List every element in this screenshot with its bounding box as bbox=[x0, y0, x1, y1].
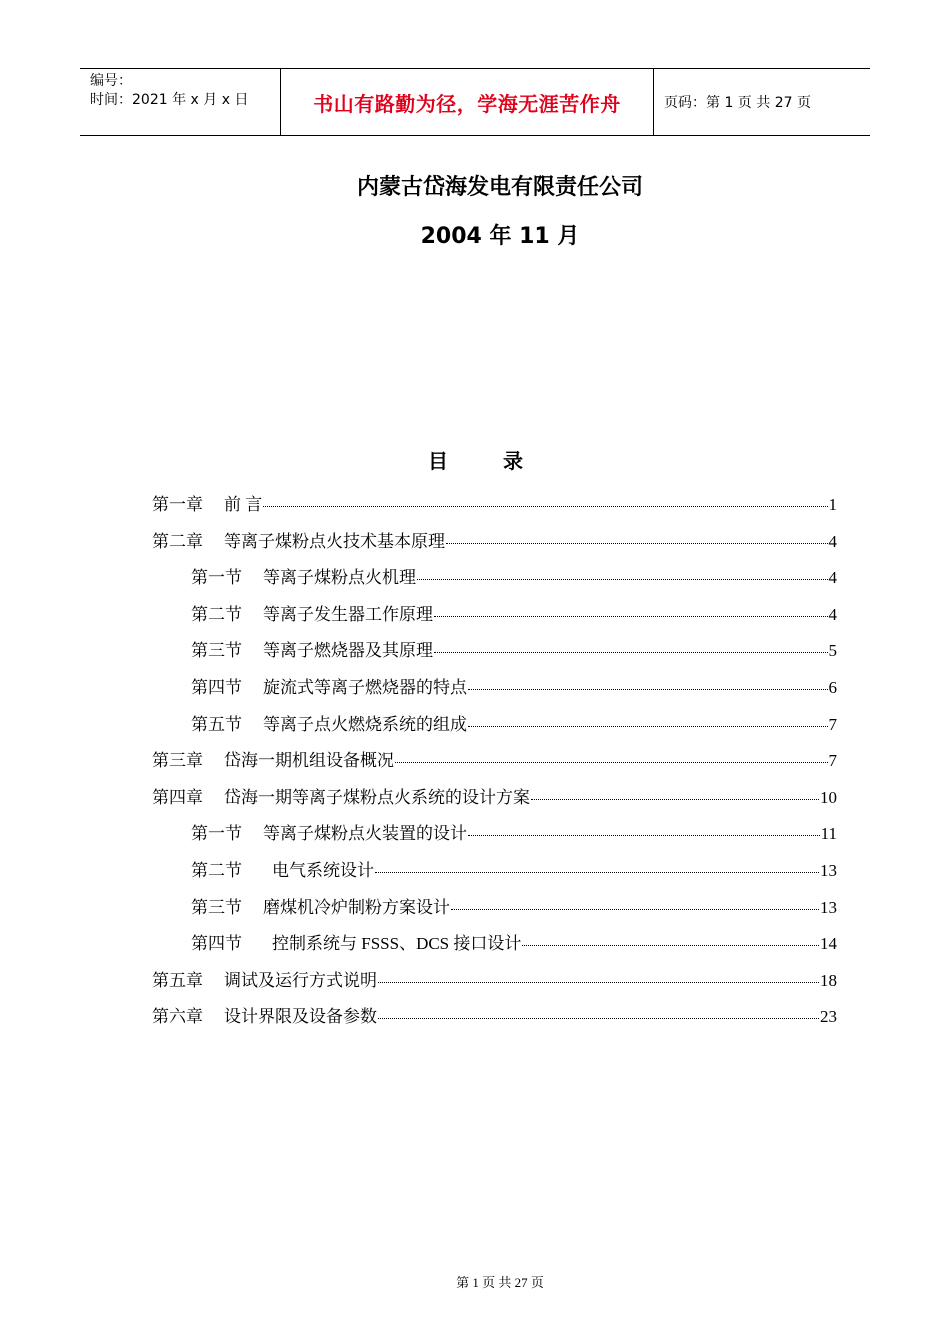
toc-leader bbox=[434, 599, 828, 617]
toc-entry-page: 23 bbox=[820, 1007, 837, 1027]
toc-entry-label: 岱海一期等离子煤粉点火系统的设计方案 bbox=[224, 787, 530, 807]
toc-entry-label: 旋流式等离子燃烧器的特点 bbox=[263, 677, 467, 697]
toc-leader bbox=[434, 635, 828, 653]
toc-entry-number: 第二章 bbox=[152, 531, 203, 551]
toc-leader bbox=[263, 489, 827, 507]
toc-entry-label: 前 言 bbox=[224, 495, 263, 514]
toc-entry-page: 10 bbox=[820, 787, 837, 807]
header-page-cell bbox=[654, 69, 870, 135]
header-motto-cell bbox=[281, 69, 654, 135]
motto: 书山有路勤为径，学海无涯苦作舟 bbox=[313, 91, 621, 116]
toc-entry-number: 第二节 bbox=[191, 860, 242, 880]
toc-leader bbox=[417, 562, 828, 580]
toc-entry-number: 第五章 bbox=[152, 970, 203, 990]
toc-entry-number: 第一章 bbox=[152, 495, 203, 514]
toc-entry-page: 13 bbox=[820, 897, 837, 917]
toc-leader bbox=[468, 709, 828, 727]
toc-entry[interactable] bbox=[152, 600, 837, 637]
toc-entry-number: 第一节 bbox=[191, 568, 242, 588]
toc-entry[interactable] bbox=[152, 636, 837, 673]
toc-entry-label: 磨煤机冷炉制粉方案设计 bbox=[263, 897, 450, 917]
toc-entry-number: 第四章 bbox=[152, 787, 203, 807]
toc-entry-label: 等离子发生器工作原理 bbox=[263, 604, 433, 624]
toc-entry[interactable] bbox=[152, 783, 837, 820]
toc-entry-page: 11 bbox=[820, 824, 837, 844]
time-label: 时间：2021 年 x 月 x 日 bbox=[90, 92, 249, 108]
toc-entry-page: 14 bbox=[820, 934, 837, 954]
toc-leader bbox=[446, 526, 828, 544]
toc-entry-number: 第五节 bbox=[191, 714, 242, 734]
toc-entry[interactable] bbox=[152, 856, 837, 893]
toc-entry-number: 第一节 bbox=[191, 824, 242, 844]
page-info: 页码：第 1 页 共 27 页 bbox=[664, 95, 811, 111]
toc-entry-page: 18 bbox=[820, 970, 837, 990]
toc-entry-number: 第三章 bbox=[152, 751, 203, 771]
toc-entry-label: 等离子煤粉点火机理 bbox=[263, 568, 416, 588]
toc-entry-number: 第二节 bbox=[191, 604, 242, 624]
toc-entry-number: 第四节 bbox=[191, 677, 242, 697]
toc-entry[interactable] bbox=[152, 1002, 837, 1039]
toc-entry[interactable] bbox=[152, 527, 837, 564]
toc-entry[interactable] bbox=[152, 673, 837, 710]
toc-entry[interactable] bbox=[152, 746, 837, 783]
toc-entry-page: 6 bbox=[828, 677, 837, 697]
document-header bbox=[80, 68, 870, 136]
toc-entry[interactable] bbox=[152, 490, 837, 527]
toc-leader bbox=[468, 672, 828, 690]
toc-entry-label: 等离子煤粉点火装置的设计 bbox=[263, 824, 467, 844]
page-footer: 第 1 页 共 27 页 bbox=[456, 1275, 544, 1290]
toc-entry-label: 设计界限及设备参数 bbox=[224, 1007, 377, 1027]
toc-leader bbox=[395, 745, 828, 763]
number-label: 编号： bbox=[90, 73, 132, 89]
toc-entry-page: 1 bbox=[828, 495, 837, 514]
toc-title: 目 录 bbox=[428, 449, 523, 473]
toc-leader bbox=[375, 855, 819, 873]
header-meta bbox=[80, 69, 281, 135]
company-name: 内蒙古岱海发电有限责任公司 bbox=[356, 175, 643, 200]
toc-entry-number: 第三节 bbox=[191, 641, 242, 661]
toc-entry-number: 第四节 bbox=[191, 934, 242, 954]
toc-entry-page: 4 bbox=[828, 531, 837, 551]
toc-entry-page: 4 bbox=[828, 568, 837, 588]
document-date: 2004 年 11 月 bbox=[420, 224, 580, 249]
toc-leader bbox=[451, 892, 819, 910]
toc-entry-label: 调试及运行方式说明 bbox=[224, 970, 377, 990]
toc-entry[interactable] bbox=[152, 819, 837, 856]
toc-entry-label: 等离子燃烧器及其原理 bbox=[263, 641, 433, 661]
toc-entry-number: 第三节 bbox=[191, 897, 242, 917]
toc-entry-label: 等离子点火燃烧系统的组成 bbox=[263, 714, 467, 734]
toc-entry-page: 5 bbox=[828, 641, 837, 661]
toc-leader bbox=[378, 965, 819, 983]
toc-entry-page: 7 bbox=[828, 714, 837, 734]
toc-entry-page: 13 bbox=[820, 860, 837, 880]
toc-entry-page: 7 bbox=[828, 751, 837, 771]
toc-entry[interactable] bbox=[152, 563, 837, 600]
toc-leader bbox=[468, 818, 820, 836]
toc-entry-label: 电气系统设计 bbox=[272, 860, 374, 880]
toc-entry-label: 等离子煤粉点火技术基本原理 bbox=[224, 531, 445, 551]
toc-entry[interactable] bbox=[152, 893, 837, 930]
toc-entry-page: 4 bbox=[828, 604, 837, 624]
toc-entry-number: 第六章 bbox=[152, 1007, 203, 1027]
toc-entry-label: 岱海一期机组设备概况 bbox=[224, 751, 394, 771]
toc-entry[interactable] bbox=[152, 710, 837, 747]
toc-entry-label: 控制系统与 FSSS、DCS 接口设计 bbox=[272, 934, 522, 954]
toc-entry[interactable] bbox=[152, 966, 837, 1003]
toc-leader bbox=[531, 782, 819, 800]
toc-leader bbox=[378, 1001, 819, 1019]
toc-entry[interactable] bbox=[152, 929, 837, 966]
table-of-contents bbox=[152, 490, 837, 1039]
toc-leader bbox=[522, 928, 819, 946]
